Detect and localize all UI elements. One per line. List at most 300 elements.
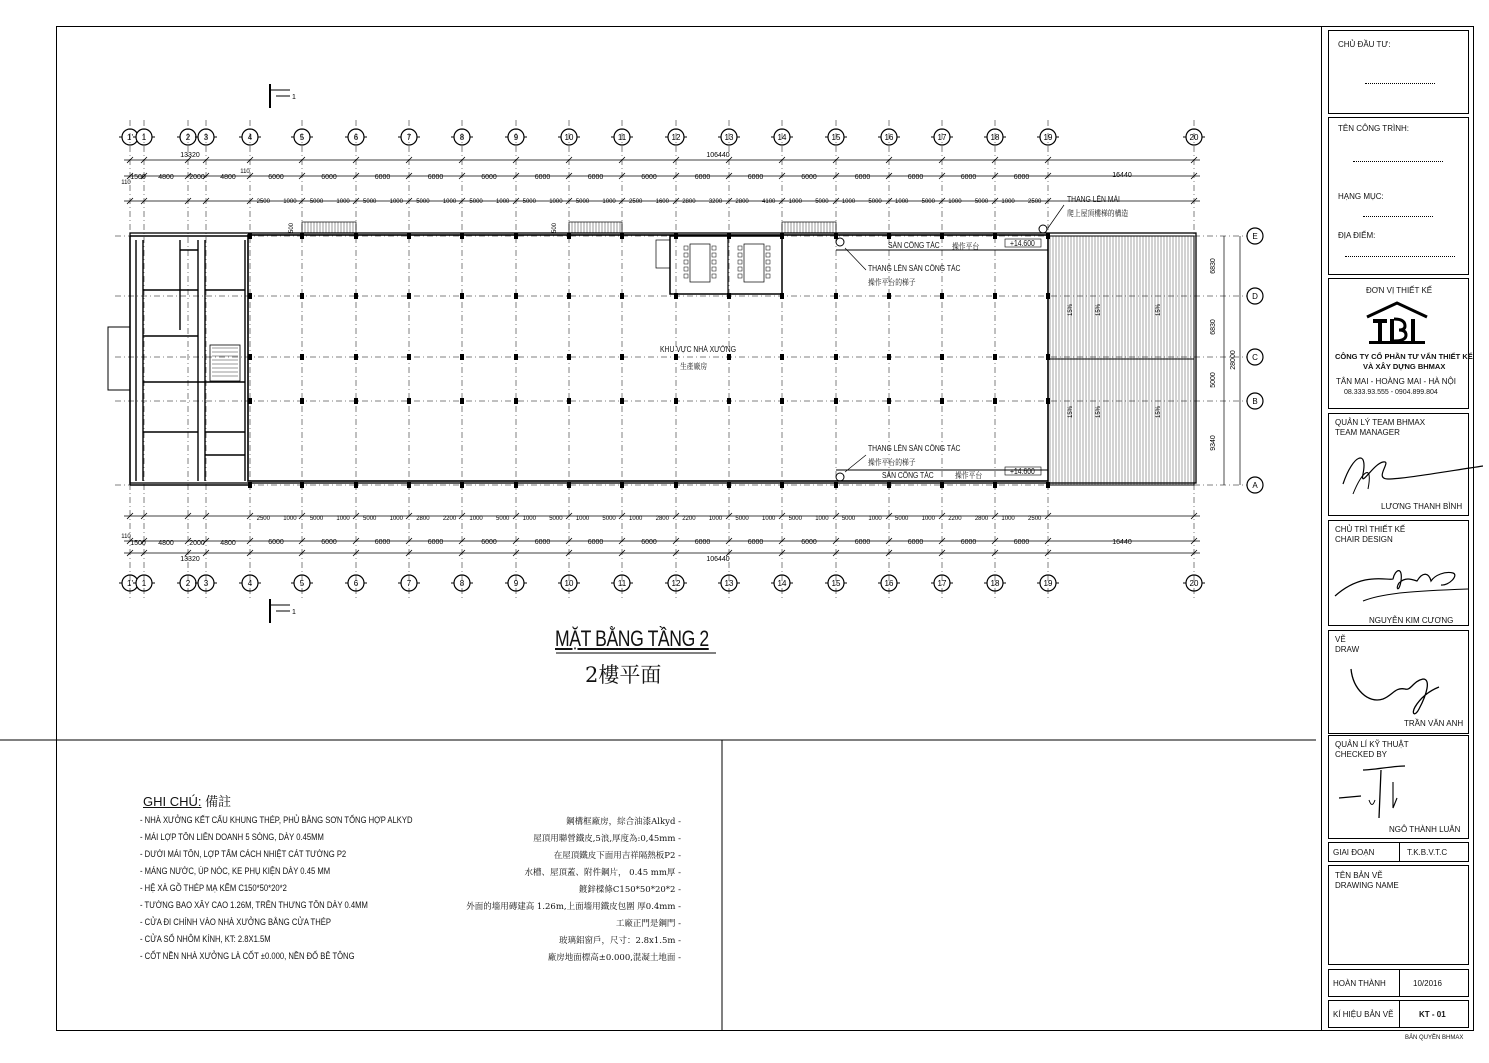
column-marker: [727, 354, 731, 360]
dim-offset: 110: [121, 180, 131, 186]
location-dots: [1345, 256, 1455, 257]
note-item-cn: 玻璃鋁窗戶，尺寸：2.8x1.5m -: [559, 936, 681, 946]
dim-total-left: 13320: [180, 152, 200, 159]
column-marker: [407, 233, 411, 239]
column-marker: [674, 482, 678, 488]
note-item-cn: 在屋頂鐵皮下面用吉祥隔熱板P2 -: [553, 851, 681, 861]
company-name-line2: VÀ XÂY DỰNG BHMAX: [1363, 362, 1446, 371]
dim-bottom-row2: 5000: [788, 516, 802, 522]
dim-bottom-row2: 1000: [389, 516, 403, 522]
grid-axis-label: 15: [831, 579, 841, 588]
leader-line: [845, 248, 866, 270]
dim-top-row2: 1000: [283, 199, 297, 205]
grid-axis-label: 17: [937, 579, 947, 588]
dim-total-right: 16440: [1112, 172, 1132, 179]
dim-small: 500: [552, 222, 558, 234]
dim-offset: 110: [240, 169, 250, 175]
column-marker: [993, 293, 997, 299]
dim-offset: 110: [121, 534, 131, 540]
column-marker: [300, 398, 304, 404]
dim-right: 6830: [1210, 319, 1217, 335]
drawing-title: MẶT BẰNG TẦNG 2: [555, 626, 709, 651]
draw-name: TRẦN VĂN ANH: [1404, 719, 1464, 728]
platform-label-bottom: SÀN CÔNG TÁC: [882, 471, 934, 480]
column-marker: [567, 482, 571, 488]
dim-top-row2: 2800: [735, 199, 749, 205]
note-item-cn: 廠房地面標高±0.000,混凝土地面 -: [547, 953, 681, 963]
draw-box: [1328, 630, 1469, 734]
dim-bay: 6000: [268, 174, 284, 181]
dim-bay-bottom: 6000: [960, 539, 977, 546]
section-mark: 1: [292, 609, 296, 616]
grid-axis-label: 20: [1189, 133, 1199, 142]
note-item-vn: - MÁNG NƯỚC, ÚP NÓC, KE PHỤ KIỆN DÀY 0.45 MM: [140, 866, 331, 876]
grid-axis-label: 10: [564, 579, 574, 588]
column-marker: [940, 293, 944, 299]
dim-bay-bottom: 6000: [854, 539, 871, 546]
title-block: [1321, 26, 1474, 1031]
chair: [766, 246, 770, 250]
dim-right: 9340: [1210, 435, 1217, 451]
note-item-cn: 外面的墻用磚建高 1.26m,上面墻用鐵皮包圍 厚0.4mm -: [466, 902, 681, 912]
column-marker: [354, 398, 358, 404]
dim-top-row2: 1000: [442, 199, 457, 205]
platform-ladder-label-top: THANG LÊN SÀN CÔNG TÁC: [868, 264, 961, 273]
platform-label-top: SÀN CÔNG TÁC: [888, 241, 940, 250]
ladder-marker: [836, 473, 844, 481]
grid-axis-label: 4: [247, 579, 253, 588]
column-marker: [620, 233, 624, 239]
column-marker: [407, 398, 411, 404]
team-manager-box: [1328, 413, 1469, 516]
dim-top-row2: 1000: [549, 199, 563, 205]
column-marker: [727, 398, 731, 404]
column-marker: [834, 293, 838, 299]
chair: [766, 253, 770, 257]
drawing-name-label-en: DRAWING NAME: [1335, 881, 1399, 890]
phase-box: [1328, 842, 1469, 862]
roof-area: [1048, 236, 1194, 485]
grid-axis-label: 14: [777, 133, 787, 142]
complete-label: HOÀN THÀNH: [1333, 979, 1386, 988]
note-item-vn: - CỬA SỔ NHÔM KÍNH, KT: 2.8X1.5M: [140, 934, 271, 944]
dim-top-row2: 4100: [762, 199, 776, 205]
grid-axis-label: 13: [724, 579, 734, 588]
column-marker: [620, 354, 624, 360]
dim-bottom-row2: 1000: [575, 516, 590, 522]
grid-axis-label: 16: [884, 133, 894, 142]
grid-axis-label-right: A: [1252, 481, 1258, 490]
team-manager-name: LƯƠNG THANH BÌNH: [1381, 502, 1463, 511]
column-marker: [514, 293, 518, 299]
dim-top-row2: 5000: [868, 199, 882, 205]
dim-top-row2: 1000: [895, 199, 909, 205]
dim-right: 5000: [1210, 372, 1217, 388]
dim-bottom-row2: 2800: [974, 516, 989, 522]
chair: [712, 260, 716, 264]
chair: [684, 246, 688, 250]
column-marker: [780, 354, 784, 360]
dim-bay: 6000: [641, 174, 657, 181]
dim-bay-bottom: 6000: [907, 539, 924, 546]
chair: [712, 246, 716, 250]
dim-bottom-row2: 5000: [363, 516, 377, 522]
dim-bottom-row2: 2800: [655, 516, 669, 522]
column-marker: [940, 233, 944, 239]
chair: [738, 267, 742, 271]
notes-title-cn: 備註: [205, 795, 232, 810]
column-marker: [248, 354, 252, 360]
column-marker: [567, 293, 571, 299]
grid-axis-label: 6: [353, 579, 359, 588]
copyright: BẢN QUYỀN BHMAX: [1405, 1035, 1464, 1041]
slope-label: 15%: [1068, 405, 1074, 419]
dim-bay-bottom: 6000: [321, 539, 337, 546]
column-marker: [300, 482, 304, 488]
dim-bottom-row2: 1000: [283, 516, 297, 522]
dim-bottom-row2: 1000: [469, 516, 483, 522]
grid-axis-label: 17: [937, 133, 947, 142]
check-name: NGÔ THÀNH LUÂN: [1389, 825, 1461, 834]
column-marker: [940, 354, 944, 360]
column-marker: [300, 293, 304, 299]
dim-left-part-bottom: 1500: [130, 540, 146, 547]
dim-bay-bottom: 6000: [427, 539, 444, 546]
leader-line: [1048, 205, 1064, 228]
notes-title-vn: GHI CHÚ:: [143, 794, 202, 809]
column-marker: [460, 398, 464, 404]
chair: [738, 253, 742, 257]
platform-label-bottom-cn: 操作平台: [955, 471, 983, 480]
grid-axis-label: 18: [990, 133, 1000, 142]
grid-axis-label: 12: [671, 133, 681, 142]
dim-bay: 6000: [481, 174, 497, 181]
dim-total-left-bottom: 13320: [180, 556, 200, 563]
dim-bottom-row2: 1000: [921, 516, 935, 522]
grid-axis-label: 8: [459, 133, 465, 142]
dim-bay: 6000: [854, 174, 871, 181]
notes-title: [143, 791, 231, 810]
dim-bottom-row2: 1000: [868, 516, 882, 522]
dim-total-right-bottom: 16440: [1112, 539, 1132, 546]
chair-label: CHỦ TRÌ THIẾT KẾ: [1335, 525, 1406, 534]
dim-bay-bottom: 6000: [534, 539, 551, 546]
note-item-vn: - MÁI LỢP TÔN LIÊN DOANH 5 SÓNG, DÀY 0.45MM: [140, 832, 324, 842]
phase-value: T.K.B.V.T.C: [1407, 848, 1448, 857]
grid-axis-label: 19: [1043, 133, 1053, 142]
grid-axis-label: 15: [831, 133, 841, 142]
note-item-cn: 工廠正門是鋼門 -: [615, 919, 681, 929]
column-marker: [993, 482, 997, 488]
dim-top-row2: 1000: [788, 199, 802, 205]
column-marker: [354, 293, 358, 299]
column-marker: [834, 398, 838, 404]
team-manager-label: QUẢN LÝ TEAM BHMAX: [1335, 418, 1426, 427]
item-dots: [1363, 216, 1433, 217]
column-marker: [407, 354, 411, 360]
dim-bay-bottom: 6000: [747, 539, 764, 546]
leader-line: [845, 455, 866, 472]
chair: [712, 253, 716, 257]
note-item-vn: - DƯỚI MÁI TÔN, LỢP TẤM CÁCH NHIỆT CÁT TƯỜNG P2: [140, 849, 347, 859]
column-marker: [993, 398, 997, 404]
dim-top-row2: 2500: [629, 199, 643, 205]
dim-left-part-bottom: 2000: [189, 540, 205, 547]
column-marker: [674, 354, 678, 360]
dim-top-row2: 5000: [309, 199, 324, 205]
dim-bottom-row2: 2500: [1028, 516, 1042, 522]
dim-bay: 6000: [374, 174, 391, 181]
phase-divider: [1399, 843, 1400, 861]
dim-top-row2: 5000: [363, 199, 377, 205]
grid-axis-label: 1: [141, 133, 147, 142]
code-value: KT - 01: [1419, 1010, 1446, 1019]
column-marker: [354, 354, 358, 360]
grid-axis-label: 11: [617, 133, 627, 142]
dim-bay: 6000: [694, 174, 711, 181]
dim-top-row2: 1000: [948, 199, 962, 205]
grid-axis-label-right: B: [1252, 397, 1258, 406]
platform-label-top-cn: 操作平台: [952, 242, 980, 251]
drawing-title-cn: 2樓平面: [585, 663, 662, 687]
owner-box: [1328, 30, 1469, 114]
slope-label: 15%: [1156, 303, 1162, 317]
dim-bottom-row2: 2500: [256, 516, 270, 522]
grid-axis-label: 3: [203, 133, 209, 142]
complete-divider: [1399, 970, 1400, 996]
dim-top-row2: 2500: [1028, 199, 1042, 205]
dim-bottom-row2: 2800: [416, 516, 430, 522]
note-item-cn: 水槽、屋頂蓋、附件鋼片， 0.45 mm厚 -: [524, 868, 681, 878]
column-marker: [514, 354, 518, 360]
dim-bottom-row2: 5000: [895, 516, 909, 522]
dim-total-main-bottom: 106440: [706, 556, 730, 563]
chair: [684, 260, 688, 264]
dim-top-row2: 5000: [815, 199, 829, 205]
dim-bottom-row2: 1000: [762, 516, 776, 522]
column-marker: [248, 398, 252, 404]
dim-top-row2: 1000: [841, 199, 856, 205]
check-signature: [1333, 760, 1473, 822]
column-marker: [620, 398, 624, 404]
dim-bottom-row2: 5000: [496, 516, 510, 522]
complete-box: [1328, 969, 1469, 997]
dim-right: 6830: [1210, 258, 1217, 274]
dim-bottom-row2: 1000: [815, 516, 829, 522]
column-marker: [993, 233, 997, 239]
note-item-vn: - NHÀ XƯỞNG KẾT CẤU KHUNG THÉP, PHỦ BẰNG SƠN TỔNG HỢP ALKYD: [140, 815, 413, 825]
grid-axis-label-right: D: [1252, 292, 1258, 301]
column-marker: [620, 293, 624, 299]
dim-top-row2: 5000: [575, 199, 590, 205]
entrance-canopy: [108, 327, 130, 390]
dim-bay: 6000: [321, 174, 337, 181]
dim-small: 500: [289, 222, 295, 234]
company-logo-icon: [1365, 301, 1429, 345]
column-marker: [460, 354, 464, 360]
dim-bay-bottom: 6000: [801, 539, 817, 546]
dim-bottom-row2: 1000: [336, 516, 350, 522]
column-marker: [300, 233, 304, 239]
dim-left-part-bottom: 4800: [220, 540, 236, 547]
grid-axis-label: 8: [459, 579, 465, 588]
grid-axis-label: 11: [617, 579, 627, 588]
dim-bay: 6000: [960, 174, 977, 181]
platform-ladder-label-bottom: THANG LÊN SÀN CÔNG TÁC: [868, 444, 961, 453]
owner-dots: [1365, 83, 1435, 84]
dim-bottom-row2: 1000: [629, 516, 643, 522]
dim-left-part: 1500: [130, 174, 146, 181]
company-name-line1: CÔNG TY CỔ PHẦN TƯ VẤN THIẾT KẾ: [1335, 352, 1473, 361]
owner-label: CHỦ ĐẦU TƯ:: [1338, 40, 1391, 49]
column-marker: [674, 398, 678, 404]
column-marker: [887, 482, 891, 488]
dim-bottom-row2: 2200: [948, 516, 962, 522]
chair: [738, 260, 742, 264]
chair-signature: [1333, 551, 1473, 611]
section-mark: 1: [292, 94, 296, 101]
dim-left-part-bottom: 4800: [158, 540, 174, 547]
dim-bottom-row2: 5000: [309, 516, 324, 522]
column-marker: [993, 354, 997, 360]
drawing-name-box: [1328, 865, 1469, 965]
grid-axis-label: 20: [1189, 579, 1199, 588]
factory-area-label: KHU VỰC NHÀ XƯỞNG: [660, 345, 737, 354]
dim-bay: 6000: [427, 174, 444, 181]
dim-top-row2: 1000: [1001, 199, 1015, 205]
grid-axis-label: 5: [299, 579, 305, 588]
chair: [684, 274, 688, 278]
column-marker: [407, 293, 411, 299]
company-phone: 08.333.93.555 - 0904.899.804: [1344, 389, 1438, 396]
draw-label: VẼ: [1335, 635, 1346, 644]
column-marker: [887, 293, 891, 299]
dim-bay-bottom: 6000: [268, 539, 284, 546]
grid-axis-label: 1': [127, 133, 133, 142]
dim-top-row2: 1000: [602, 199, 616, 205]
column-marker: [460, 482, 464, 488]
column-marker: [887, 354, 891, 360]
code-label: KÍ HIỆU BẢN VẼ: [1333, 1010, 1394, 1019]
complete-value: 10/2016: [1413, 979, 1442, 988]
grid-axis-label: 3: [203, 579, 209, 588]
team-manager-signature: [1333, 444, 1483, 504]
note-item-vn: - TƯỜNG BAO XÂY CAO 1.26M, TRÊN THƯNG TÔN DÀY 0.4MM: [140, 900, 368, 910]
dim-top-row2: 5000: [522, 199, 536, 205]
dim-left-part: 4800: [158, 174, 174, 181]
dim-bottom-row2: 2200: [442, 516, 457, 522]
chair: [766, 260, 770, 264]
grid-axis-label: 1: [141, 579, 147, 588]
chair-label-en: CHAIR DESIGN: [1335, 535, 1393, 544]
company-address: TÂN MAI - HOÀNG MAI - HÀ NỘI: [1336, 377, 1457, 386]
grid-axis-label: 7: [406, 133, 412, 142]
grid-axis-label: 13: [724, 133, 734, 142]
dim-bay: 6000: [801, 174, 817, 181]
conference-table: [744, 244, 764, 282]
conference-table: [690, 244, 710, 282]
code-box: [1328, 1000, 1469, 1028]
dim-bay-bottom: 6000: [641, 539, 657, 546]
dim-bay-bottom: 6000: [694, 539, 711, 546]
slope-label: 15%: [1068, 303, 1074, 317]
dim-right-total: 28000: [1230, 350, 1237, 370]
slope-label: 15%: [1156, 405, 1162, 419]
phase-label: GIAI ĐOẠN: [1333, 848, 1375, 857]
grid-axis-label: 2: [185, 133, 191, 142]
column-marker: [727, 482, 731, 488]
roof-ladder-marker: [1039, 225, 1047, 233]
column-marker: [834, 233, 838, 239]
chair: [766, 267, 770, 271]
chair-box: [1328, 520, 1469, 626]
dim-bay: 6000: [747, 174, 764, 181]
slope-label: 15%: [1096, 303, 1102, 317]
chair: [738, 274, 742, 278]
dim-bay: 6000: [534, 174, 551, 181]
dim-top-row2: 5000: [469, 199, 483, 205]
dim-top-row2: 1000: [389, 199, 403, 205]
dim-top-row2: 1600: [655, 199, 669, 205]
draw-label-en: DRAW: [1335, 645, 1360, 654]
grid-axis-label: 4: [247, 133, 253, 142]
chair: [738, 246, 742, 250]
stair-core: [210, 345, 240, 381]
chair: [684, 267, 688, 271]
grid-axis-label: 16: [884, 579, 894, 588]
dim-bottom-row2: 1000: [522, 516, 536, 522]
grid-axis-label: 14: [777, 579, 787, 588]
note-item-vn: - HỆ XÀ GỒ THÉP MẠ KẼM C150*50*20*2: [140, 883, 287, 893]
column-marker: [354, 482, 358, 488]
grid-axis-label: 18: [990, 579, 1000, 588]
note-item-vn: - CỐT NỀN NHÀ XƯỞNG LÀ CỐT ±0.000, NỀN ĐỔ BÊ TÔNG: [140, 951, 355, 961]
dim-bottom-row2: 1000: [708, 516, 723, 522]
column-marker: [248, 293, 252, 299]
column-marker: [567, 233, 571, 239]
dim-bottom-row2: 5000: [735, 516, 749, 522]
grid-axis-label-right: E: [1252, 232, 1258, 241]
column-marker: [834, 354, 838, 360]
grid-axis-label: 7: [406, 579, 412, 588]
column-marker: [834, 482, 838, 488]
column-marker: [300, 354, 304, 360]
grid-axis-label: 2: [185, 579, 191, 588]
platform-ladder-label-bottom-cn: 操作平台的梯子: [868, 458, 916, 467]
column-marker: [514, 398, 518, 404]
dim-bay: 6000: [587, 174, 604, 181]
grid-axis-label: 9: [513, 579, 519, 588]
column-marker: [460, 293, 464, 299]
dim-top-row2: 2800: [682, 199, 696, 205]
note-item-cn: 鍍鋅樑條C150*50*20*2 -: [578, 885, 681, 895]
column-marker: [940, 398, 944, 404]
project-dots: [1353, 161, 1443, 162]
meeting-room-block: [670, 236, 782, 294]
designer-label: ĐƠN VỊ THIẾT KẾ: [1366, 286, 1433, 295]
location-label: ĐỊA ĐIỂM:: [1338, 231, 1376, 240]
dim-bottom-row2: 5000: [549, 516, 563, 522]
dim-top-row2: 1000: [496, 199, 510, 205]
dim-bottom-row2: 5000: [841, 516, 856, 522]
grid-axis-label: 5: [299, 133, 305, 142]
column-marker: [407, 482, 411, 488]
grid-axis-label: 1': [127, 579, 133, 588]
stair-to-meeting: [656, 240, 670, 268]
level-label-bottom: +14.600: [1010, 467, 1035, 476]
check-label-en: CHECKED BY: [1335, 750, 1388, 759]
dim-left-part: 4800: [220, 174, 236, 181]
